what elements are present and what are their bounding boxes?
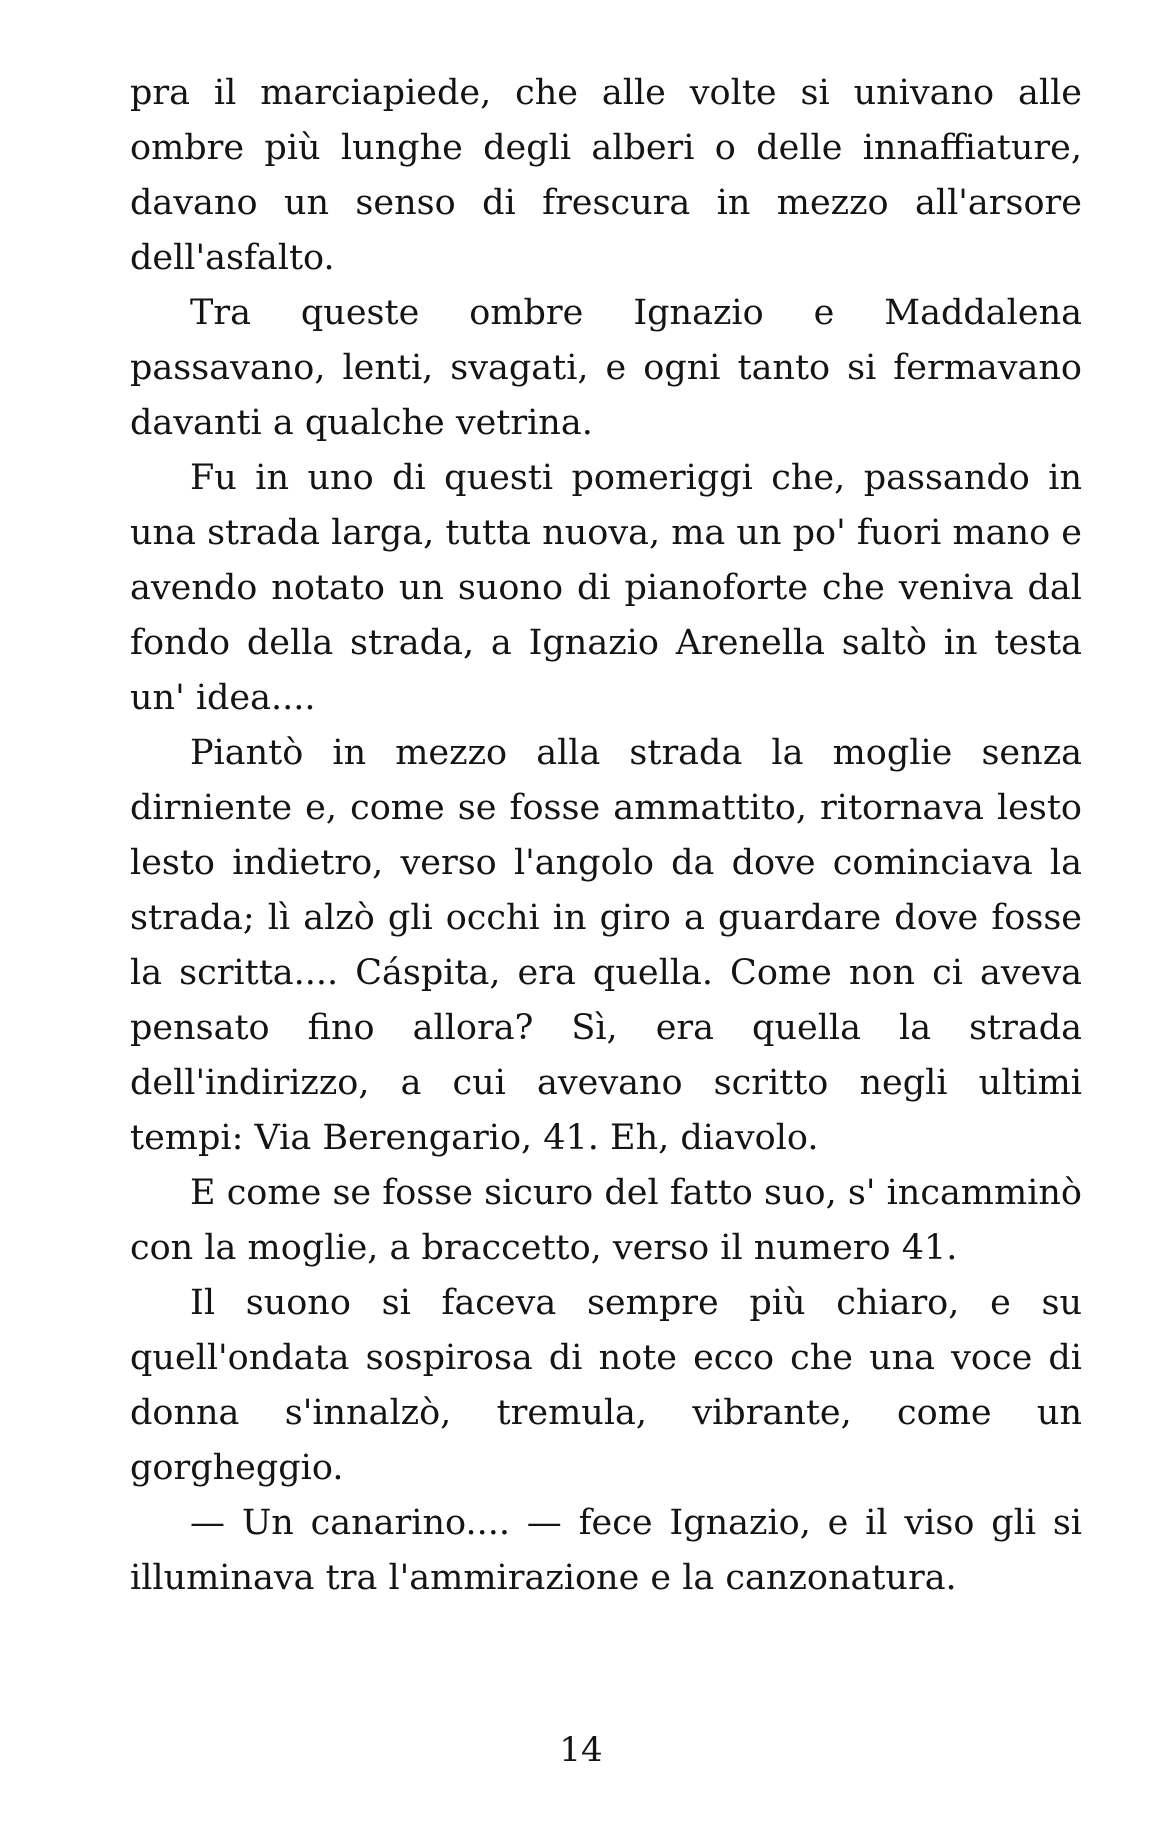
paragraph-3: Fu in uno di questi pomeriggi che, passando in una strada larga, tutta nuova, ma un po' fuori mano e avendo notato un suono di pianoforte che veniva dal fondo della strada, a Ignazio Arenella saltò in testa un' idea.... [130, 458, 1082, 718]
paragraph-6: Il suono si faceva sempre più chiaro, e su quell'ondata sospirosa di note ecco che una voce di donna s'innalzò, tremula, vibrante, come un gorgheggio. [130, 1283, 1082, 1488]
body-text [130, 66, 1082, 1606]
paragraph-1: pra il marciapiede, che alle volte si univano alle ombre più lunghe degli alberi o delle innaffiature, davano un senso di frescura in mezzo all'arsore dell'asfalto. [130, 73, 1082, 278]
page-number: 14 [559, 1730, 603, 1770]
paragraph-7: — Un canarino.... — fece Ignazio, e il viso gli si illuminava tra l'ammirazione e la canzonatura. [130, 1503, 1082, 1598]
paragraph-4: Piantò in mezzo alla strada la moglie senza dirniente e, come se fosse ammattito, ritornava lesto lesto indietro, verso l'angolo da dove cominciava la strada; lì alzò gli occhi in giro a guardare dove fosse la scritta.... Cáspita, era quella. Come non ci aveva pensato fino allora? Sì, era quella la strada dell'indirizzo, a cui avevano scritto negli ultimi tempi: Via Berengario, 41. Eh, diavolo. [130, 733, 1082, 1158]
paragraph-5: E come se fosse sicuro del fatto suo, s' incamminò con la moglie, a braccetto, verso il numero 41. [130, 1173, 1082, 1268]
paragraph-2: Tra queste ombre Ignazio e Maddalena passavano, lenti, svagati, e ogni tanto si fermavano davanti a qualche vetrina. [130, 293, 1082, 443]
